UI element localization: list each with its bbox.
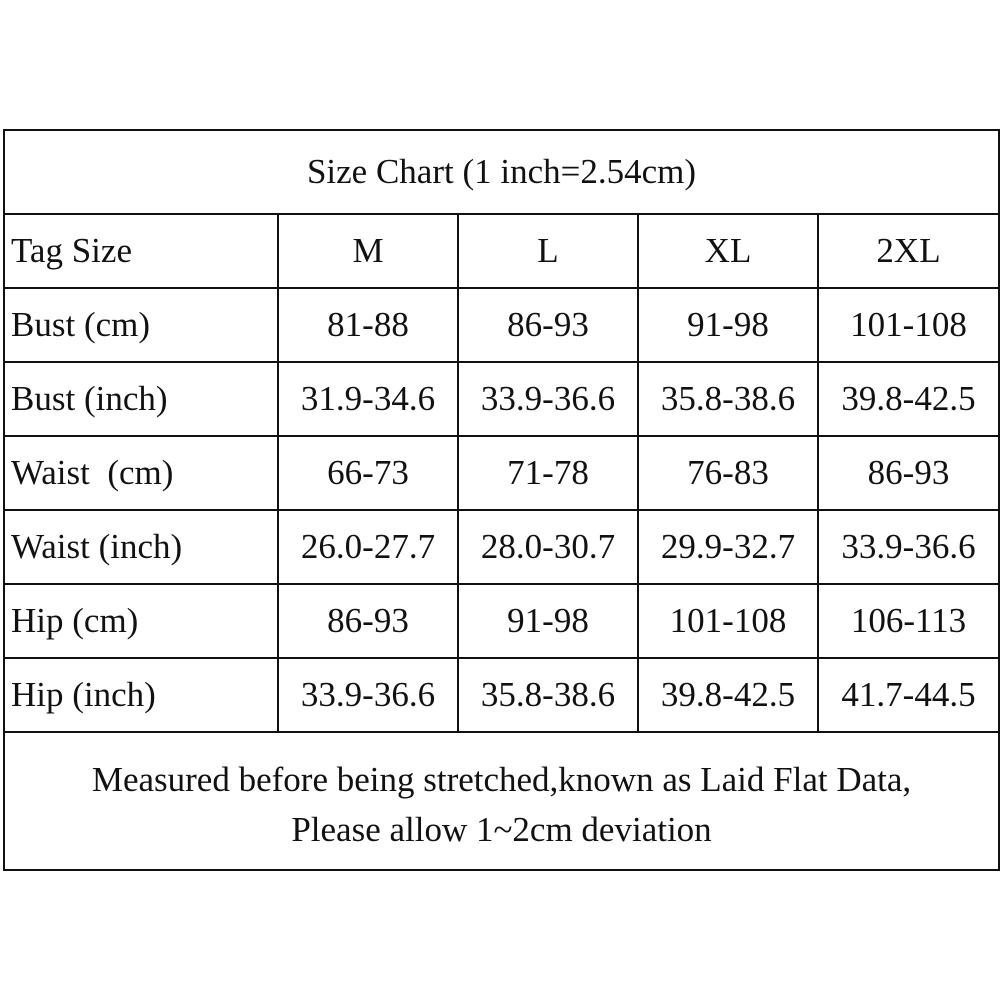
measurement-note [5,740,998,869]
row-label: Bust (cm) [5,288,278,362]
table-cell: 35.8-38.6 [458,658,638,732]
table-cell: 33.9-36.6 [278,658,458,732]
table-cell: 86-93 [818,436,998,510]
chart-title: Size Chart (1 inch=2.54cm) [5,131,998,215]
table-cell: 39.8-42.5 [818,362,998,436]
table-cell: 29.9-32.7 [638,510,818,584]
table-cell: 86-93 [458,288,638,362]
table-cell: 86-93 [278,584,458,658]
size-table [5,215,998,733]
row-label: Hip (inch) [5,658,278,732]
table-row-waist-cm [5,436,998,510]
table-cell: 101-108 [818,288,998,362]
table-cell: 76-83 [638,436,818,510]
table-cell: 33.9-36.6 [458,362,638,436]
note-line-1: Measured before being stretched,known as Laid Flat Data, [91,759,912,799]
table-row-hip-cm [5,584,998,658]
table-cell: 91-98 [458,584,638,658]
table-cell: 91-98 [638,288,818,362]
table-cell: 28.0-30.7 [458,510,638,584]
table-row-bust-inch [5,362,998,436]
table-cell: 39.8-42.5 [638,658,818,732]
header-cell-l: L [458,215,638,288]
header-cell-tag-size: Tag Size [5,215,278,288]
note-line-2: Please allow 1~2cm deviation [291,809,712,849]
table-cell: 26.0-27.7 [278,510,458,584]
row-label: Waist (cm) [5,436,278,510]
table-cell: 106-113 [818,584,998,658]
table-cell: 35.8-38.6 [638,362,818,436]
table-cell: 81-88 [278,288,458,362]
header-cell-xl: XL [638,215,818,288]
table-cell: 33.9-36.6 [818,510,998,584]
table-cell: 101-108 [638,584,818,658]
table-row-waist-inch [5,510,998,584]
row-label: Hip (cm) [5,584,278,658]
table-row-hip-inch [5,658,998,732]
header-cell-m: M [278,215,458,288]
header-row [5,215,998,288]
row-label: Waist (inch) [5,510,278,584]
table-row-bust-cm [5,288,998,362]
row-label: Bust (inch) [5,362,278,436]
table-cell: 41.7-44.5 [818,658,998,732]
table-cell: 31.9-34.6 [278,362,458,436]
table-cell: 71-78 [458,436,638,510]
size-chart [3,129,1000,871]
table-cell: 66-73 [278,436,458,510]
header-cell-2xl: 2XL [818,215,998,288]
